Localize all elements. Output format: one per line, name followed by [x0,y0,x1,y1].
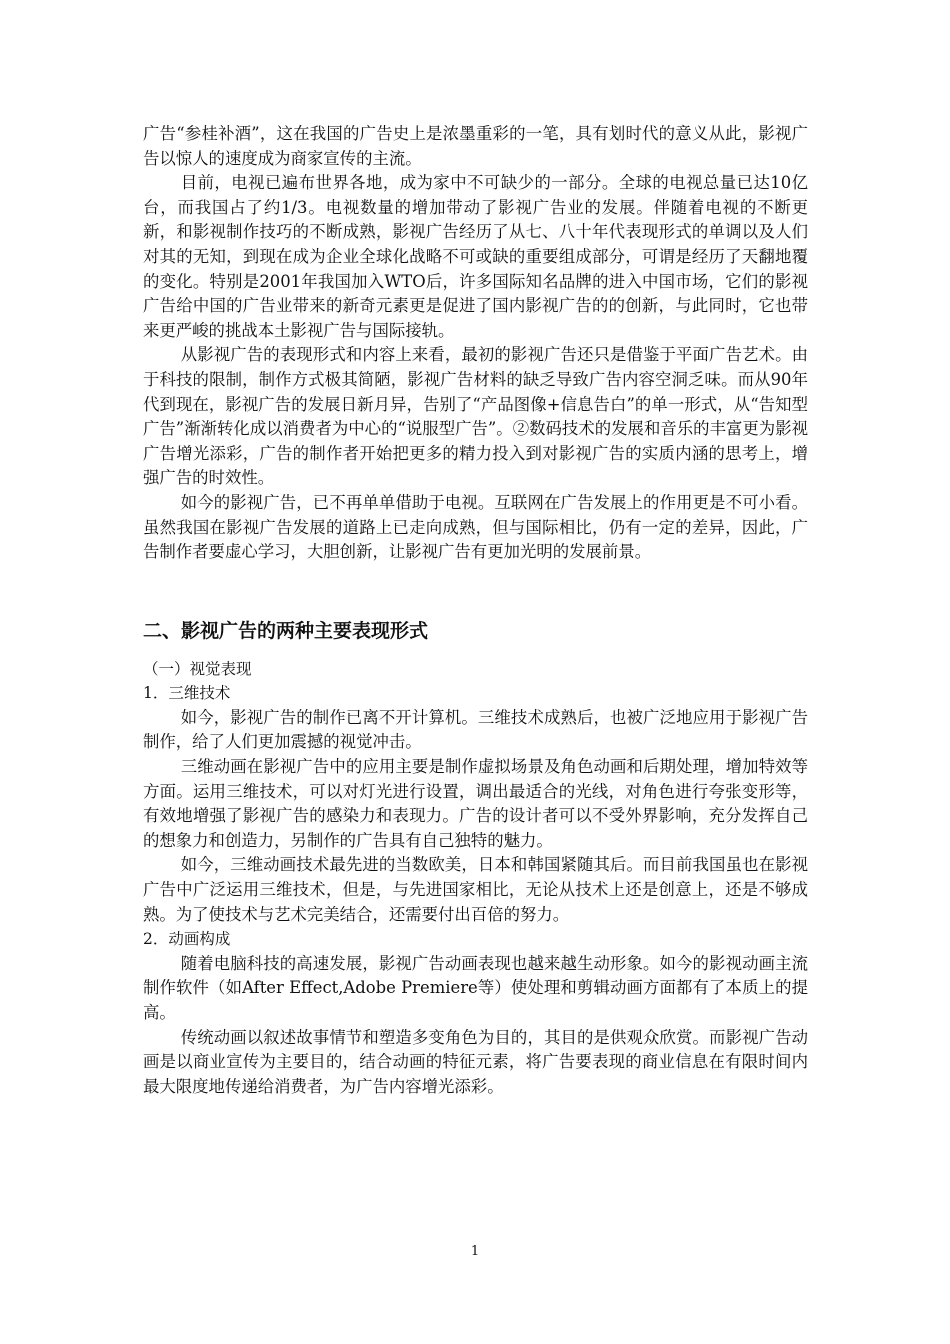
paragraph-anim-2: 传统动画以叙述故事情节和塑造多变角色为目的，其目的是供观众欣赏。而影视广告动画是以商业宣传为主要目的，结合动画的特征元素，将广告要表现的商业信息在有限时间内最大限度地传递给消费者，为广告内容增光添彩。 [143,1027,808,1096]
document-body [143,122,808,1099]
paragraph-continuation: 广告“参桂补酒”，这在我国的广告史上是浓墨重彩的一笔，具有划时代的意义从此，影视广告以惊人的速度成为商家宣传的主流。 [143,124,808,168]
page-number: 1 [470,1244,480,1259]
section-spacer [143,565,808,617]
paragraph-3d-1: 如今，影视广告的制作已离不开计算机。三维技术成熟后，也被广泛地应用于影视广告制作，给了人们更加震撼的视觉冲击。 [143,707,808,752]
paragraph-3d-3: 如今，三维动画技术最先进的当数欧美，日本和韩国紧随其后。而目前我国虽也在影视广告中广泛运用三维技术，但是，与先进国家相比，无论从技术上还是创意上，还是不够成熟。为了使技术与艺术完美结合，还需要付出百倍的努力。 [143,855,808,924]
paragraph-3d-2: 三维动画在影视广告中的应用主要是制作虚拟场景及角色动画和后期处理，增加特效等方面。运用三维技术，可以对灯光进行设置，调出最适合的光线，对角色进行夸张变形等，有效地增强了影视广告的感染力和表现力。广告的设计者可以不受外界影响，充分发挥自己的想象力和创造力，另制作的广告具有自己独特的魅力。 [143,757,808,850]
heading-spacer [143,645,808,657]
section-heading: 二、影视广告的两种主要表现形式 [143,619,429,642]
item-3d-heading: 1．三维技术 [143,684,231,703]
item-animation-heading: 2．动画构成 [143,930,231,949]
paragraph-tv-now: 目前，电视已遍布世界各地，成为家中不可缺少的一部分。全球的电视总量已达10亿台，而我国占了约1/3。电视数量的增加带动了影视广告业的发展。伴随着电视的不断更新，和影视制作技巧的不断成熟，影视广告经历了从七、八十年代表现形式的单调以及人们对其的无知，到现在成为企业全球化战略不可或缺的重要组成部分，可谓是经历了天翻地覆的变化。特别是2001年我国加入WTO后，许多国际知名品牌的进入中国市场，它们的影视广告给中国的广告业带来的新奇元素更是促进了国内影视广告的的创新，与此同时，它也带来更严峻的挑战本土影视广告与国际接轨。 [143,173,808,340]
paragraph-anim-1: 随着电脑科技的高速发展，影视广告动画表现也越来越生动形象。如今的影视动画主流制作软件（如After Effect,Adobe Premiere等）使处理和剪辑动画方面都有了本质上的提高。 [143,953,808,1022]
subsection-visual: （一）视觉表现 [143,659,252,678]
paragraph-internet: 如今的影视广告，已不再单单借助于电视。互联网在广告发展上的作用更是不可小看。虽然我国在影视广告发展的道路上已走向成熟，但与国际相比，仍有一定的差异，因此，广告制作者要虚心学习，大胆创新，让影视广告有更加光明的发展前景。 [143,492,808,562]
paragraph-form-content: 从影视广告的表现形式和内容上来看，最初的影视广告还只是借鉴于平面广告艺术。由于科技的限制，制作方式极其简陋，影视广告材料的缺乏导致广告内容空洞乏味。而从90年代到现在，影视广告的发展日新月异，告别了“产品图像+信息告白”的单一形式，从“告知型广告”渐渐转化成以消费者为中心的“说服型广告”。②数码技术的发展和音乐的丰富更为影视广告增光添彩，广告的制作者开始把更多的精力投入到对影视广告的实质内涵的思考上，增强广告的时效性。 [143,345,808,488]
